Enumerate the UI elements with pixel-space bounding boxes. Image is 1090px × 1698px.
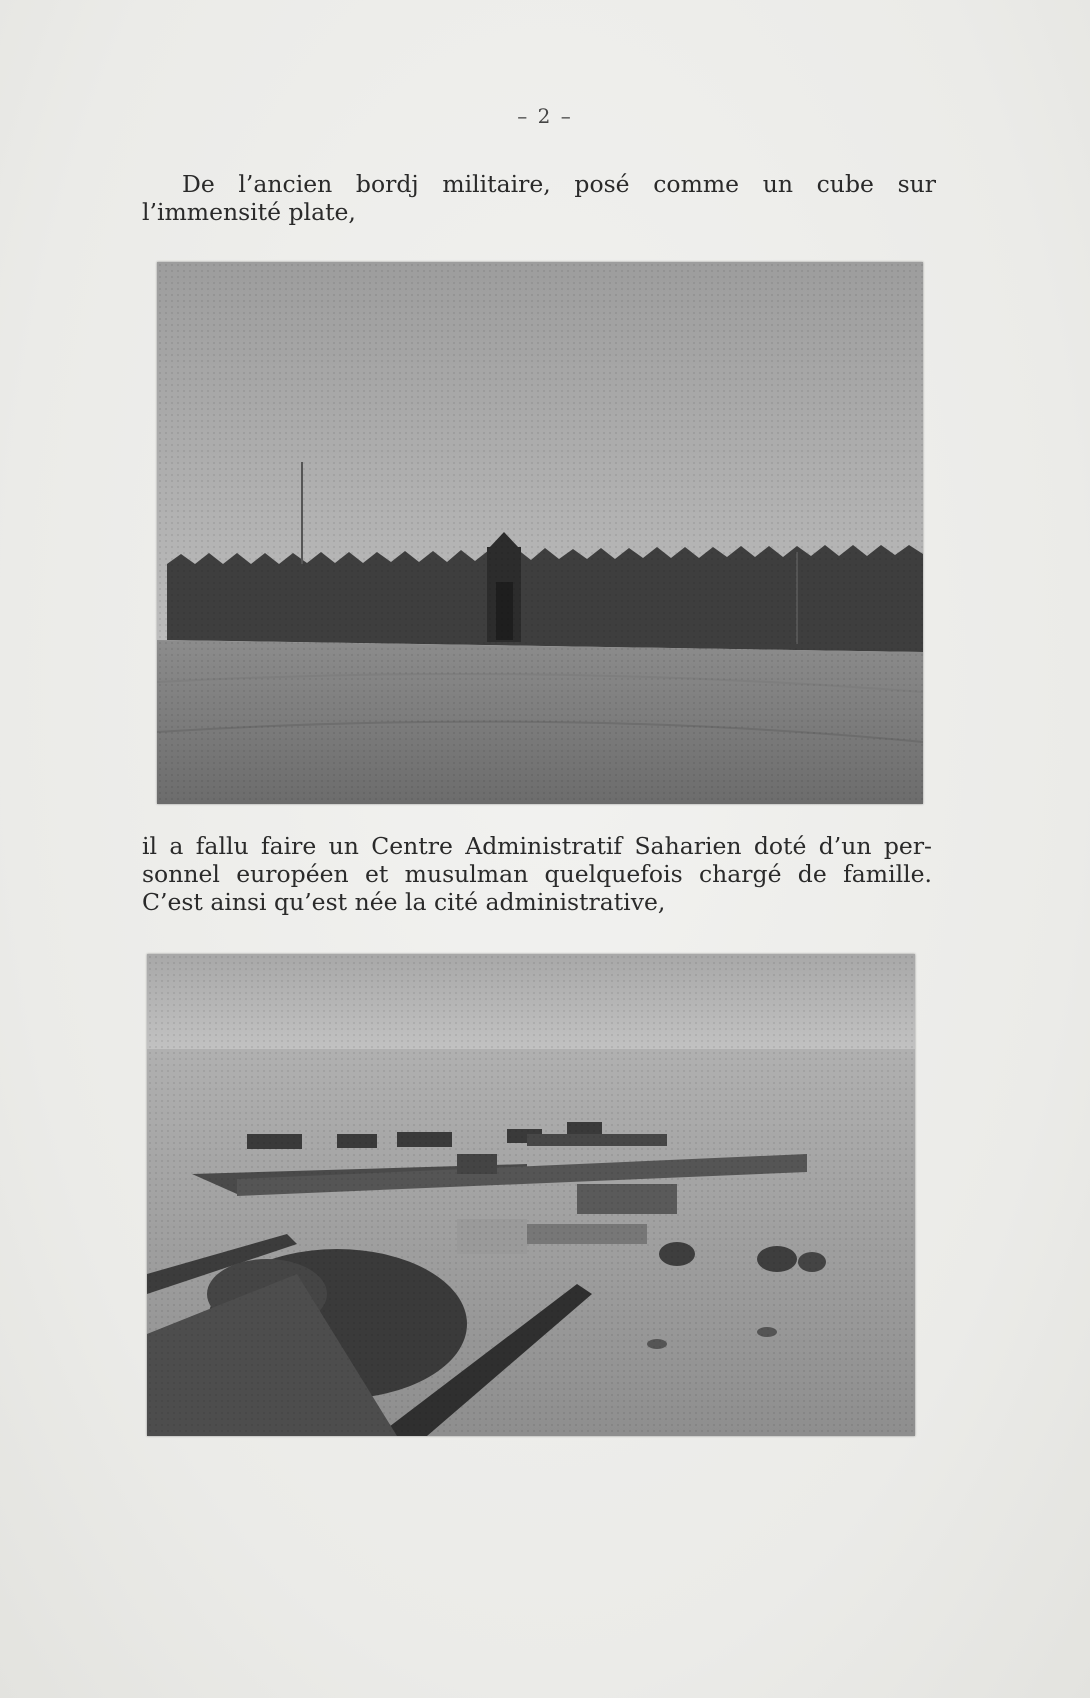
page-number: – 2 – [517, 104, 573, 128]
paragraph-continuation [142, 832, 932, 916]
paragraph-line: il a fallu faire un Centre Administratif Saharien doté d’un per- [142, 832, 932, 860]
paragraph-intro [142, 170, 936, 226]
paragraph-line: sonnel européen et musulman quelquefois chargé de famille. [142, 860, 932, 888]
fort-wall-photo [157, 262, 923, 804]
administrative-city-illustration [147, 954, 915, 1436]
paragraph-line: De l’ancien bordj militaire, posé comme un cube sur [182, 170, 936, 198]
administrative-city-aerial-photo [147, 954, 915, 1436]
fort-wall-illustration [157, 262, 923, 804]
paragraph-line: l’immensité plate, [142, 198, 356, 226]
paragraph-line: C’est ainsi qu’est née la cité administrative, [142, 888, 666, 916]
